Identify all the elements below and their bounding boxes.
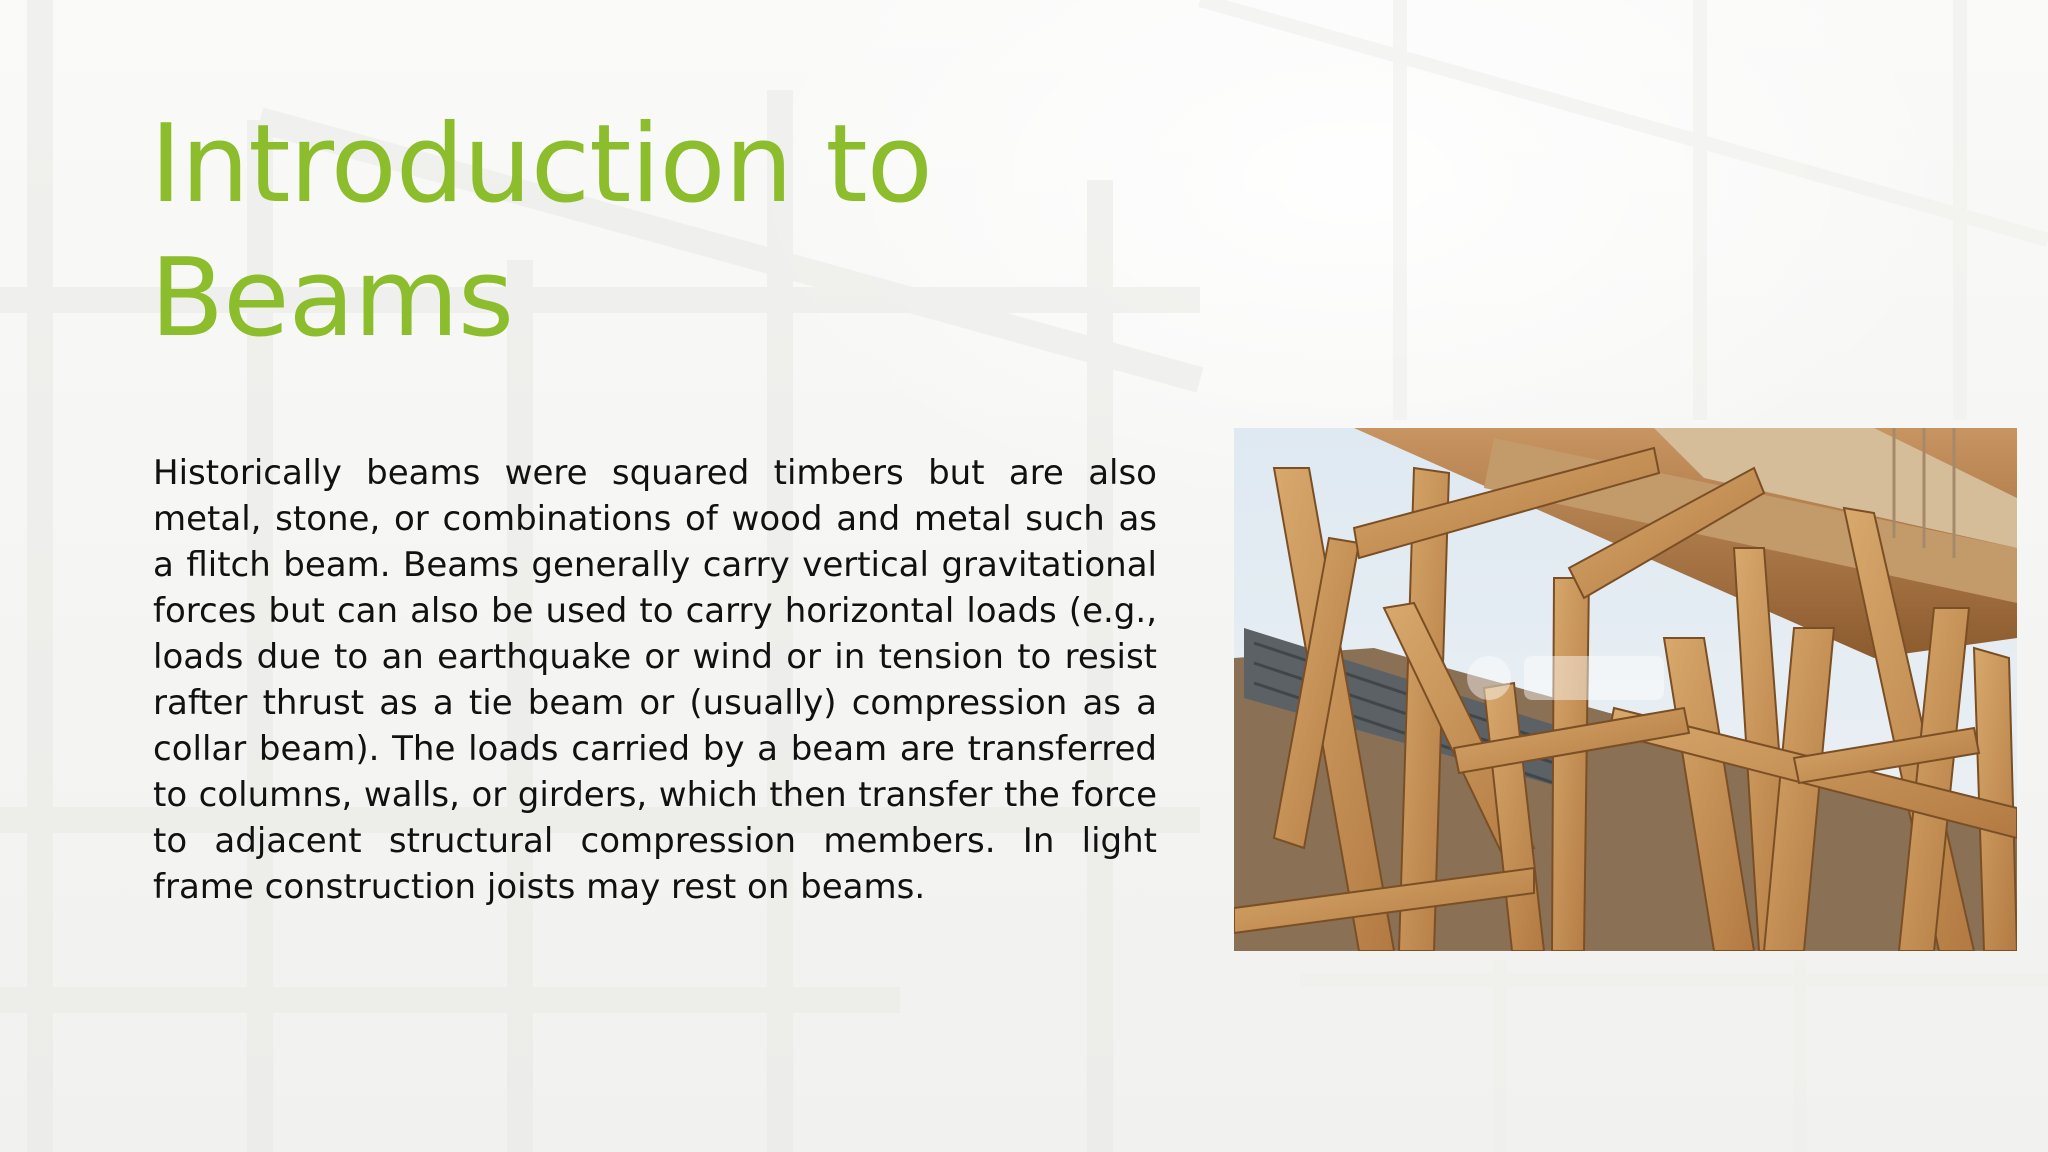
slide-title [150,98,1050,366]
title-line-1: Introduction to [150,102,932,227]
body-paragraph: Historically beams were squared timbers but are also metal, stone, or combinations of wood and metal such as a flitch beam. Beams generally carry vertical gravitational forces but can also be used to carry horizontal loads (e.g., loads due to an earthquake or wind or in tension to resist rafter thrust as a tie beam or (usually) compression as a collar beam). The loads carried by a beam are transferred to columns, walls, or girders, which then transfer the force to adjacent structural compression members. In light frame construction joists may rest on beams. [153,453,1157,907]
timber-formwork-photo [1234,428,2017,951]
title-line-2: Beams [150,236,514,361]
